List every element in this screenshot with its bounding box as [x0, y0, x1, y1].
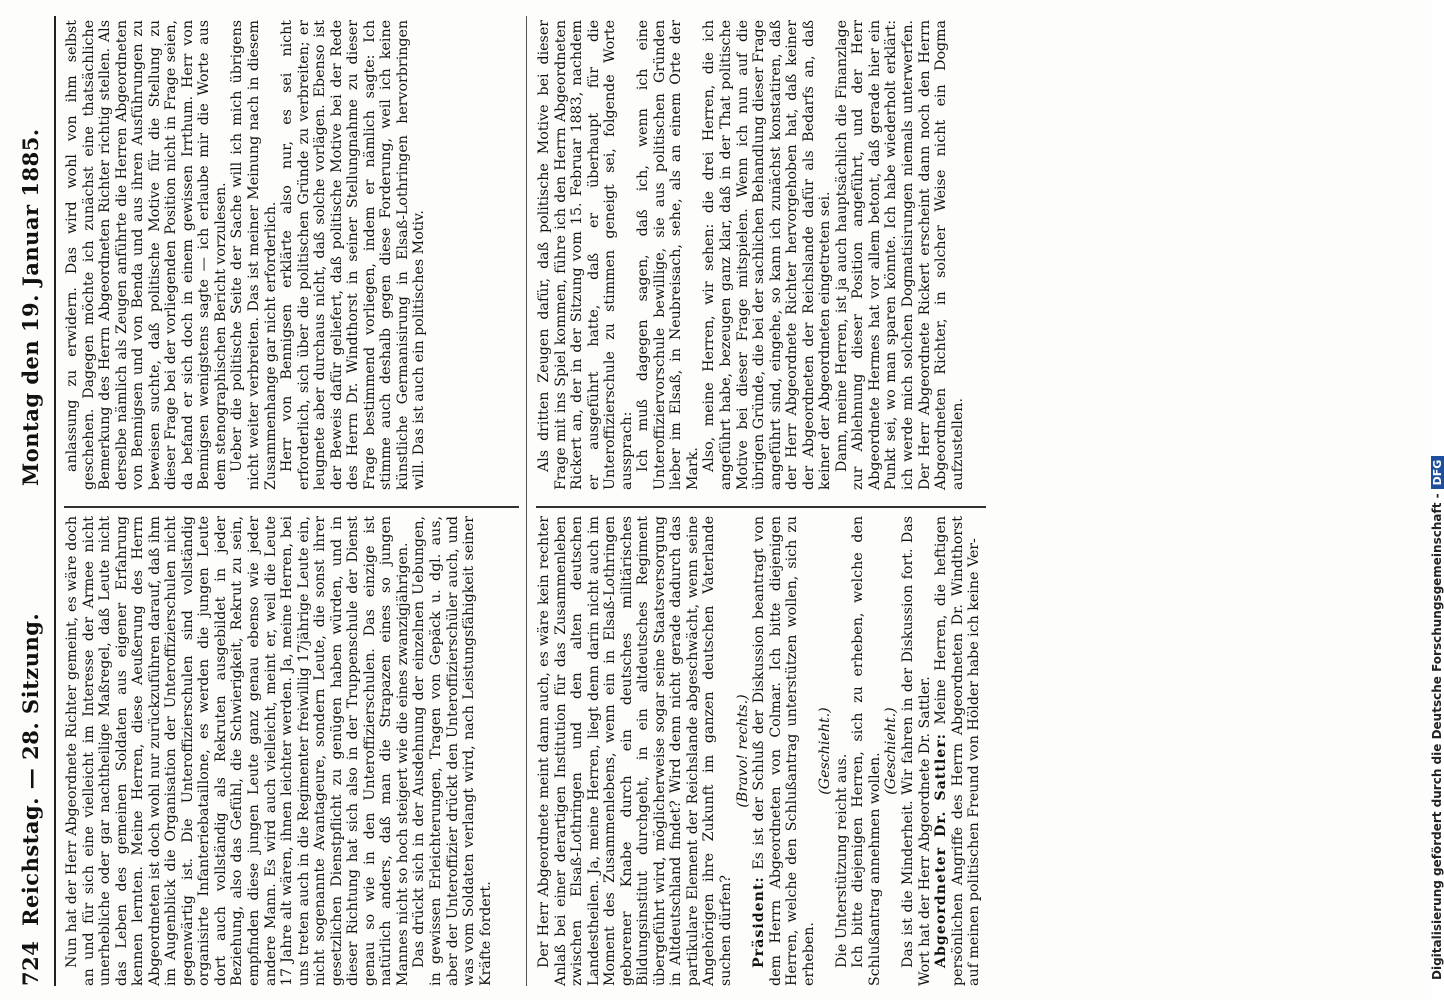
column-left-top	[64, 516, 519, 986]
column-divider	[536, 506, 986, 508]
header-rule	[54, 16, 56, 986]
paragraph	[933, 516, 983, 986]
paragraph: Ueber die politische Seite der Sache will ich mich übrigens nicht weiter verbreiten. Das ist meiner Meinung nach in diesem Zusammenhange gar nicht erforderlich.	[229, 20, 279, 490]
paragraph	[751, 516, 817, 986]
running-header	[16, 16, 50, 986]
paragraph: anlassung zu erwidern. Das wird wohl von ihm selbst geschehen. Dagegen möchte ich zunächst eine thatsächliche Bemerkung des Herrn Abgeordneten Richter richtig stellen. Als derselbe nämlich als Zeugen anführte die Herren Abgeordneten von Bennigsen und von Benda und aus ihren Ausführungen zu beweisen suchte, daß politische Motive für die Stellung zu dieser Frage bei der vorliegenden Position nicht in Frage seien, da befand er sich doch in einem gewissen Irrthum. Herr von Bennigsen wenigstens sagte — ich erlaube mir die Worte aus dem stenographischen Bericht vorzulesen.	[64, 20, 229, 490]
paragraph: Das ist die Minderheit. Wir fahren in der Diskussion fort. Das Wort hat der Herr Abgeordnete Dr. Sattler.	[900, 516, 933, 986]
paragraph: Herr von Bennigsen erklärte also nur, es sei nicht erforderlich, sich über die politischen Gründe zu verbreiten; er leugnete aber durchaus nicht, daß solche vorlägen. Ebenso ist der Beweis dafür geliefert, daß politische Motive bei der Rede des Herrn Dr. Windthorst in seiner Stellungnahme zu dieser Frage bestimmend vorliegen, indem er nämlich sagte: Ich stimme auch deshalb gegen diese Forderung, weil ich keine künstliche Germanisirung in Elsaß-Lothringen hervorbringen will. Das ist auch ein politisches Motiv.	[279, 20, 428, 490]
paragraph: Ich bitte diejenigen Herren, sich zu erheben, welche den Schlußantrag annehmen wollen.	[850, 516, 883, 986]
credit-text: Digitalisierung gefördert durch die Deutsche Forschungsgemeinschaft -	[1430, 493, 1444, 980]
paragraph: Als dritten Zeugen dafür, daß politische Motive bei dieser Frage mit ins Spiel kommen, führe ich den Herrn Abgeordneten Rickert an, der in der Sitzung vom 15. Februar 1883, nachdem er ausgeführt hatte, daß er überhaupt für die Unteroffizierschule zu stimmen geneigt sei, folgende Worte aussprach:	[536, 20, 635, 490]
paragraph: Der Herr Abgeordnete meint dann auch, es wäre kein rechter Anlaß bei einer derartigen Institution für das Zusammenleben zwischen Elsaß-Lothringen und den alten deutschen Landestheilen. Ja, meine Herren, liegt denn darin nicht auch im Moment des Zusammenlebens, wenn ein in Elsaß-Lothringen geborener Knabe durch ein deutsches militärisches Bildungsinstitut durchgeht, in ein altdeutsches Regiment übergeführt wird, möglicherweise sogar seine Staatsversorgung in Altdeutschland findet? Wird denn nicht gerade dadurch das partikulare Element der Reichslande abgeschwächt, wenn seine Angehörigen ihre Zukunft im ganzen deutschen Vaterlande suchen dürfen?	[536, 516, 735, 986]
event-note: (Geschieht.)	[883, 707, 900, 795]
speech-text: Meine Herren, die heftigen persönlichen Angriffe des Herrn Abgeordneten Dr. Windthorst auf meinen politischen Freund von Hölder habe ich keine Ver-	[933, 516, 983, 986]
dfg-logo: DFG	[1431, 456, 1444, 490]
applause-note: (Bravo! rechts.)	[734, 694, 751, 808]
column-left-bottom	[536, 516, 986, 986]
paragraph: Das drückt sich in der Ausdehnung der einzelnen Uebungen, in gewissen Erleichterungen, Tragen von Gepäck u. dgl. aus, aber der Unteroffizier drückt den Unteroffizierschüler auch, und was vom Soldaten verlangt wird, nach Leistungsfähigkeit seiner Kräfte fordert.	[411, 516, 494, 986]
session-date: Montag den 19. Januar 1885.	[18, 128, 43, 486]
paragraph: Die Unterstützung reicht aus.	[833, 753, 850, 968]
rotated-page-content	[8, 0, 1383, 1000]
page-number: 724	[18, 940, 43, 986]
event-note: (Geschieht.)	[817, 707, 834, 795]
speaker-label: Abgeordneter Dr. Sattler:	[933, 732, 950, 968]
paragraph: Ich muß dagegen sagen, daß ich, wenn ich eine Unteroffiziervorschule bewillige, sie aus politischen Gründen lieber im Elsaß, in Neubreisach, sehe, als an einem Orte der Mark.	[635, 20, 701, 490]
paragraph: Dann, meine Herren, ist ja auch hauptsächlich die Finanzlage zur Ablehnung dieser Position angeführt, und der Herr Abgeordnete Hermes hat vor allem betont, daß gerade hier ein Punkt sei, wo man sparen könnte. Ich habe wiederholt erklärt: ich werde mich solchen Dogmatisirungen niemals unterwerfen. Der Herr Abgeordnete Rickert erscheint dann noch den Herrn Abgeordneten Richter, in solcher Weise nicht ein Dogma aufzustellen.	[833, 20, 966, 490]
session-title: Reichstag. — 28. Sitzung.	[18, 612, 43, 926]
speech-text: Es ist der Schluß der Diskussion beantragt von dem Herrn Abgeordneten von Colmar. Ich bitte diejenigen Herren, welche den Schlußantrag unterstützen wollen, sich zu erheben.	[751, 515, 817, 986]
paragraph: Also, meine Herren, wir sehen: die drei Herren, die ich angeführt habe, bezeugen ganz klar, daß in der That politische Motive bei dieser Frage mitspielen. Wenn ich nun auf die übrigen Gründe, die bei der sachlichen Behandlung dieser Frage angeführt sind, eingehe, so kann ich zunächst konstatiren, daß der Herr Abgeordnete Richter hervorgehoben hat, daß keiner der Abgeordneten der Reichslande dafür als Bedarfs an, daß keiner der Abgeordneten eingetreten sei.	[701, 20, 834, 490]
digitization-credit	[1400, 0, 1444, 1000]
section-rule	[526, 16, 527, 986]
column-right-bottom	[536, 20, 986, 490]
paragraph: Nun hat der Herr Abgeordnete Richter gemeint, es wäre doch an und für sich eine vielleicht im Interesse der Armee nicht unerhebliche oder gar nachtheilige Maßregel, daß Leute nicht das Leben des gemeinen Soldaten aus eigener Erfahrung kennen lernten. Meine Herren, diese Aeußerung des Herrn Abgeordneten ist doch wohl nur zurückzuführen darauf, daß ihm im Augenblick die Organisation der Unteroffizierschulen nicht gegenwärtig ist. Die Unteroffizierschulen sind vollständig organisirte Infanteriebataillone, es werden die jungen Leute dort auch vollständig als Rekruten ausgebildet in jeder Beziehung, also das Gefühl, die Schwierigkeit, Rekrut zu sein, empfinden diese jungen Leute ganz genau ebenso wie jeder andere Mann. Es wird auch vielleicht, meint er, weil die Leute 17 Jahre alt wären, ihnen leichter werden. Ja, meine Herren, bei uns treten auch in die Regimenter freiwillig 17jährige Leute ein, nicht sogenannte Avantageure, sondern Leute, die sonst ihrer gesetzlichen Dienstpflicht zu genügen haben würden, und in dieser Richtung hat sich also in der Truppenschule der Dienst genau so wie in den Unteroffizierschulen. Das einzige ist natürlich anders, daß man die Strapazen eines so jungen Mannes nicht so hoch steigert wie die eines zwanzigjährigen.	[64, 516, 411, 986]
column-right-top	[64, 20, 519, 490]
speaker-label: Präsident:	[751, 876, 768, 968]
column-divider	[64, 506, 519, 508]
